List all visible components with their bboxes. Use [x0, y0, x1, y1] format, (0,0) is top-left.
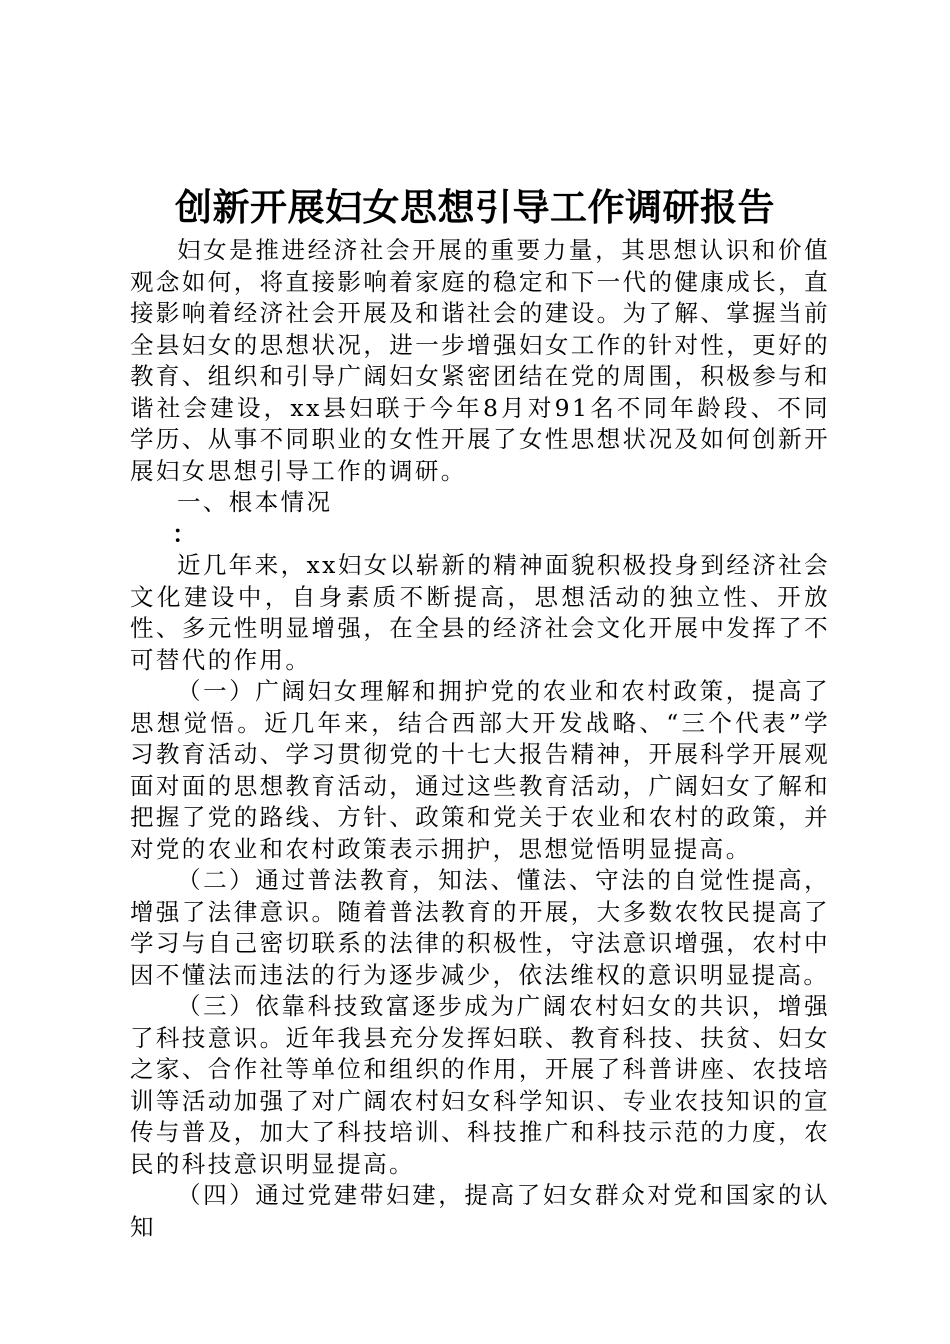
paragraph-item-2: （二）通过普法教育，知法、懂法、守法的自觉性提高，增强了法律意识。随着普法教育的开展，大多数农牧民提高了学习与自己密切联系的法律的积极性，守法意识增强，农村中因不懂法而违法的行为逐步减少，依法维权的意识明显提高。 — [130, 866, 830, 989]
paragraph-intro: 妇女是推进经济社会开展的重要力量，其思想认识和价值观念如何，将直接影响着家庭的稳定和下一代的健康成长，直接影响着经济社会开展及和谐社会的建设。为了解、掌握当前全县妇女的思想状况，进一步增强妇女工作的针对性，更好的教育、组织和引导广阔妇女紧密团结在党的周围，积极参与和谐社会建设，xx县妇联于今年8月对91名不同年龄段、不同学历、从事不同职业的女性开展了女性思想状况及如何创新开展妇女思想引导工作的调研。 — [130, 236, 830, 485]
paragraph-item-4: （四）通过党建带妇建，提高了妇女群众对党和国家的认知 — [130, 1181, 830, 1241]
section-heading-basic-situation: 一、根本情况 — [177, 488, 333, 516]
paragraph-item-1: （一）广阔妇女理解和拥护党的农业和农村政策，提高了思想觉悟。近几年来，结合西部大开发战略、“三个代表”学习教育活动、学习贯彻党的十七大报告精神，开展科学开展观面对面的思想教育活动，通过这些教育活动，广阔妇女了解和把握了党的路线、方针、政策和党关于农业和农村的政策，并对党的农业和农村政策表示拥护，思想觉悟明显提高。 — [130, 677, 830, 863]
document-body — [130, 235, 830, 1243]
paragraph-item-3: （三）依靠科技致富逐步成为广阔农村妇女的共识，增强了科技意识。近年我县充分发挥妇联、教育科技、扶贫、妇女之家、合作社等单位和组织的作用，开展了科普讲座、农技培训等活动加强了对广阔农村妇女科学知识、专业农技知识的宣传与普及，加大了科技培训、科技推广和科技示范的力度，农民的科技意识明显提高。 — [130, 992, 830, 1178]
colon-line: ： — [172, 519, 199, 548]
paragraph-overview: 近几年来，xx妇女以崭新的精神面貌积极投身到经济社会文化建设中，自身素质不断提高，思想活动的独立性、开放性、多元性明显增强，在全县的经济社会文化开展中发挥了不可替代的作用。 — [130, 551, 830, 674]
document-title: 创新开展妇女思想引导工作调研报告 — [175, 185, 775, 229]
